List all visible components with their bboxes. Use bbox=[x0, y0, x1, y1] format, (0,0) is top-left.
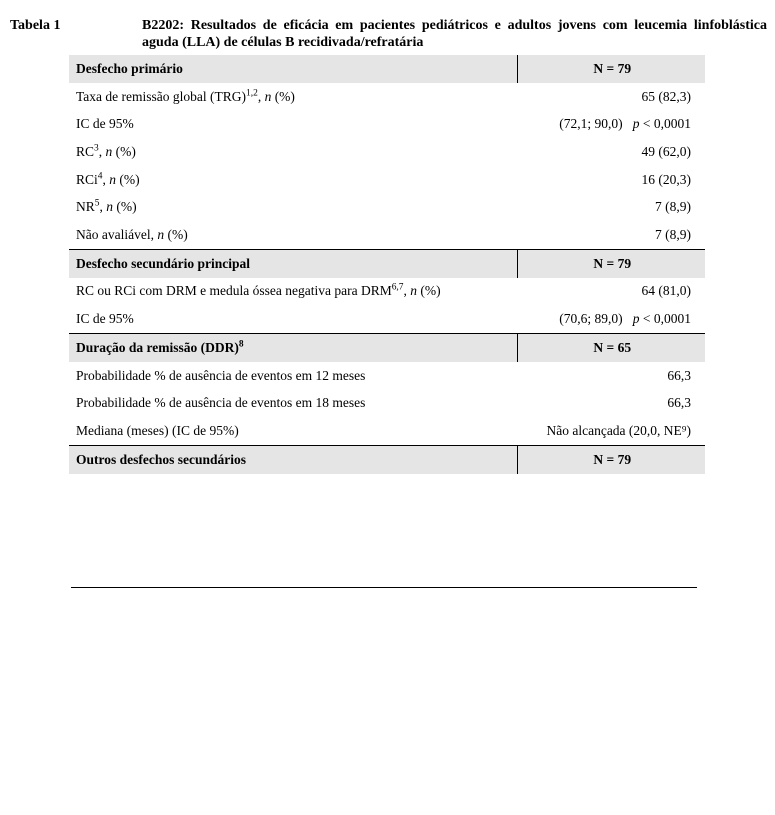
row-label-text: Probabilidade % de ausência de eventos em 12 meses bbox=[76, 367, 366, 383]
row-label-text: Mediana (meses) (IC de 95%) bbox=[76, 422, 239, 438]
table-row bbox=[69, 193, 705, 221]
table-caption: B2202: Resultados de eficácia em pacientes pediátricos e adultos jovens com leucemia linfoblástica aguda (LLA) de células B recidivada/refratária bbox=[142, 18, 767, 50]
row-label bbox=[69, 166, 517, 194]
table-row bbox=[69, 278, 705, 306]
row-label-text: RCi bbox=[76, 171, 98, 187]
table-row bbox=[69, 221, 705, 249]
row-value: (70,6; 89,0) p < 0,0001 bbox=[559, 310, 691, 326]
section-header-count: N = 79 bbox=[517, 55, 705, 83]
row-label-text: RC bbox=[76, 143, 95, 159]
efficacy-table bbox=[69, 55, 705, 474]
footnote-ref: 6,7 bbox=[391, 282, 404, 293]
row-label bbox=[69, 362, 517, 390]
section-header-row bbox=[69, 249, 705, 278]
section-header-count: N = 65 bbox=[517, 333, 705, 362]
section-header-row bbox=[69, 333, 705, 362]
row-value: 7 (8,9) bbox=[655, 226, 691, 242]
table-row bbox=[69, 389, 705, 417]
row-value: 66,3 bbox=[667, 367, 691, 383]
row-label-text: Duração da remissão (DDR) bbox=[76, 339, 239, 355]
section-header-row bbox=[69, 445, 705, 474]
table-label: Tabela 1 bbox=[10, 18, 61, 33]
row-label-text: Taxa de remissão global (TRG) bbox=[76, 88, 247, 104]
section-header-label bbox=[69, 445, 517, 474]
row-label bbox=[69, 389, 517, 417]
footnote-ref: 5 bbox=[94, 198, 100, 209]
row-label bbox=[69, 83, 517, 111]
table-row bbox=[69, 166, 705, 194]
table-row bbox=[69, 83, 705, 111]
row-label-text: Desfecho primário bbox=[76, 61, 183, 76]
row-label-suffix: , n (%) bbox=[150, 226, 188, 242]
row-label bbox=[69, 417, 517, 445]
table-row bbox=[69, 362, 705, 390]
table-row bbox=[69, 417, 705, 445]
section-header-count: N = 79 bbox=[517, 445, 705, 474]
footnote-ref: 8 bbox=[238, 339, 244, 350]
row-label-text: IC de 95% bbox=[76, 116, 134, 132]
row-label-text: Desfecho secundário principal bbox=[76, 255, 250, 271]
row-label bbox=[69, 111, 517, 139]
row-label-suffix: , n (%) bbox=[257, 88, 295, 104]
table-row bbox=[69, 138, 705, 166]
section-header-count: N = 79 bbox=[517, 249, 705, 278]
row-label bbox=[69, 221, 517, 249]
row-label-text: Não avaliável bbox=[76, 226, 151, 242]
row-label bbox=[69, 138, 517, 166]
footnote-ref: 1,2 bbox=[246, 88, 258, 99]
section-header-label bbox=[69, 55, 517, 83]
row-value: 16 (20,3) bbox=[641, 171, 691, 187]
row-value: 7 (8,9) bbox=[655, 199, 691, 215]
row-label-text: Probabilidade % de ausência de eventos em 18 meses bbox=[76, 395, 366, 411]
row-label-text: IC de 95% bbox=[76, 310, 134, 326]
row-value: 49 (62,0) bbox=[641, 143, 691, 159]
section-header-row bbox=[69, 55, 705, 83]
footnotes bbox=[71, 584, 697, 588]
row-value: 66,3 bbox=[667, 395, 691, 411]
footnote-ref: 4 bbox=[97, 171, 103, 182]
row-value: Não alcançada (20,0, NE⁹) bbox=[546, 422, 691, 438]
row-value: (72,1; 90,0) p < 0,0001 bbox=[559, 116, 691, 132]
row-label bbox=[69, 305, 517, 333]
row-label-text: RC ou RCi com DRM e medula óssea negativa para DRM bbox=[76, 283, 392, 299]
row-label-suffix: , n (%) bbox=[98, 143, 136, 159]
table-row bbox=[69, 111, 705, 139]
row-value: 65 (82,3) bbox=[641, 88, 691, 104]
row-value: 64 (81,0) bbox=[641, 283, 691, 299]
row-label-suffix: , n (%) bbox=[99, 199, 137, 215]
section-header-label bbox=[69, 249, 517, 278]
row-label-text: NR bbox=[76, 199, 95, 215]
row-label bbox=[69, 278, 517, 306]
table-row bbox=[69, 305, 705, 333]
section-header-label bbox=[69, 333, 517, 362]
row-label bbox=[69, 193, 517, 221]
footnote-ref: 3 bbox=[94, 143, 99, 154]
row-label-suffix: , n (%) bbox=[403, 283, 441, 299]
row-label-suffix: , n (%) bbox=[102, 171, 140, 187]
row-label-text: Outros desfechos secundários bbox=[76, 451, 247, 467]
